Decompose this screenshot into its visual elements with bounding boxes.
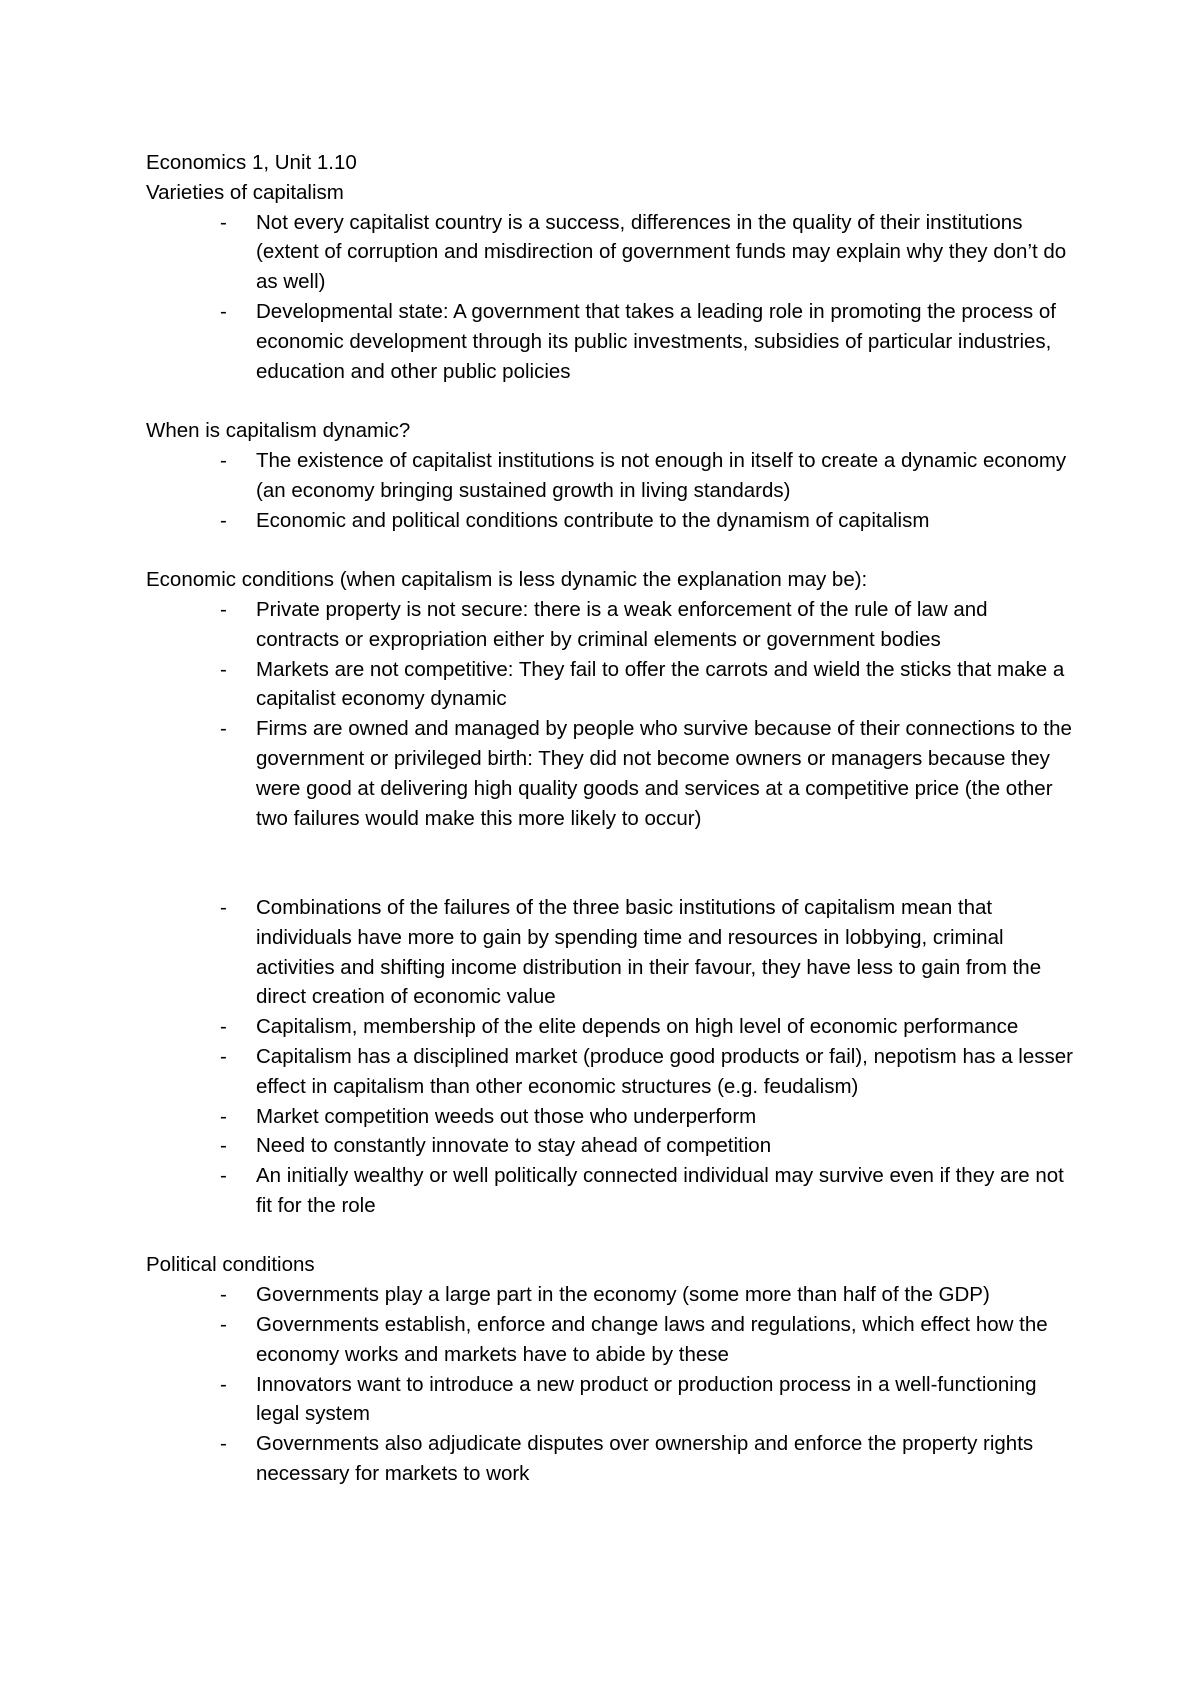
bullet-text: An initially wealthy or well politically connected individual may survive even if they are not fit for the role — [256, 1164, 1064, 1217]
bullet-marker: - — [220, 1372, 227, 1396]
bullet-text: Markets are not competitive: They fail to offer the carrots and wield the sticks that make a capitalist economy dynamic — [256, 657, 1065, 711]
bullet-item — [146, 1102, 1076, 1132]
bullet-item — [146, 1012, 1076, 1042]
bullet-text: The existence of capitalist institutions is not enough in itself to create a dynamic economy (an economy bringing sustained growth in living standards) — [256, 448, 1067, 502]
bullet-text: Capitalism, membership of the elite depends on high level of economic performance — [256, 1015, 1019, 1039]
bullet-item — [146, 506, 1076, 536]
section-heading: Political conditions — [146, 1253, 315, 1277]
section-heading: Economic conditions (when capitalism is less dynamic the explanation may be): — [146, 568, 868, 592]
bullet-text: Not every capitalist country is a success, differences in the quality of their institutions (extent of corruption and misdirection of government funds may explain why they don’t do as well) — [256, 210, 1067, 294]
bullet-marker: - — [220, 717, 227, 741]
bullet-list — [146, 595, 1076, 833]
bullet-item — [146, 1280, 1076, 1310]
bullet-text: Governments also adjudicate disputes over ownership and enforce the property rights necessary for markets to work — [256, 1432, 1034, 1486]
document-content — [146, 148, 1076, 1489]
bullet-text: Governments establish, enforce and change laws and regulations, which effect how the economy works and markets have to abide by these — [256, 1313, 1048, 1366]
bullet-text: Market competition weeds out those who underperform — [256, 1104, 757, 1128]
bullet-marker: - — [220, 1134, 227, 1158]
bullet-text: Governments play a large part in the economy (some more than half of the GDP) — [256, 1283, 990, 1307]
bullet-marker: - — [220, 1044, 227, 1068]
bullet-text: Combinations of the failures of the three basic institutions of capitalism mean that individuals have more to gain by spending time and resources in lobbying, criminal activities and shifting income distribution in their favour, they have less to gain from the direct creation of economic value — [256, 895, 1042, 1009]
bullet-list — [146, 893, 1076, 1221]
bullet-item — [146, 893, 1076, 1012]
bullet-marker: - — [220, 299, 227, 323]
bullet-list — [146, 1280, 1076, 1489]
bullet-item — [146, 595, 1076, 655]
bullet-marker: - — [220, 1104, 227, 1128]
bullet-marker: - — [220, 448, 227, 472]
bullet-item — [146, 297, 1076, 386]
bullet-marker: - — [220, 657, 227, 681]
blank-space — [146, 833, 1076, 893]
bullet-text: Firms are owned and managed by people who survive because of their connections to the government or privileged birth: They did not become owners or managers because they were good at delivering high quality goods and services at a competitive price (the other two failures would make this more likely to occur) — [256, 717, 1072, 830]
bullet-marker: - — [220, 1015, 227, 1039]
bullet-list — [146, 446, 1076, 535]
bullet-item — [146, 1310, 1076, 1370]
bullet-text: Economic and political conditions contribute to the dynamism of capitalism — [256, 508, 930, 532]
bullet-item — [146, 208, 1076, 297]
bullet-text: Innovators want to introduce a new product or production process in a well-functioning legal system — [256, 1372, 1037, 1426]
section-heading: When is capitalism dynamic? — [146, 419, 411, 443]
bullet-item — [146, 446, 1076, 506]
bullet-marker: - — [220, 1283, 227, 1307]
bullet-marker: - — [220, 597, 227, 621]
document-title: Economics 1, Unit 1.10 — [146, 151, 357, 174]
bullet-marker: - — [220, 210, 227, 234]
bullet-marker: - — [220, 1164, 227, 1188]
bullet-list — [146, 208, 1076, 387]
bullet-item — [146, 1370, 1076, 1430]
bullet-text: Developmental state: A government that takes a leading role in promoting the process of economic development through its public investments, subsidies of particular industries, education and other public policies — [256, 299, 1056, 383]
bullet-marker: - — [220, 895, 227, 919]
bullet-item — [146, 714, 1076, 833]
bullet-item — [146, 1042, 1076, 1102]
bullet-item — [146, 1131, 1076, 1161]
bullet-item — [146, 655, 1076, 715]
bullet-marker: - — [220, 1432, 227, 1456]
bullet-item — [146, 1429, 1076, 1489]
section-heading: Varieties of capitalism — [146, 180, 344, 204]
bullet-item — [146, 1161, 1076, 1221]
bullet-marker: - — [220, 508, 227, 532]
bullet-text: Capitalism has a disciplined market (produce good products or fail), nepotism has a lesser effect in capitalism than other economic structures (e.g. feudalism) — [256, 1044, 1073, 1098]
bullet-text: Need to constantly innovate to stay ahead of competition — [256, 1134, 772, 1158]
bullet-text: Private property is not secure: there is a weak enforcement of the rule of law and contracts or expropriation either by criminal elements or government bodies — [256, 597, 988, 651]
bullet-marker: - — [220, 1313, 227, 1337]
